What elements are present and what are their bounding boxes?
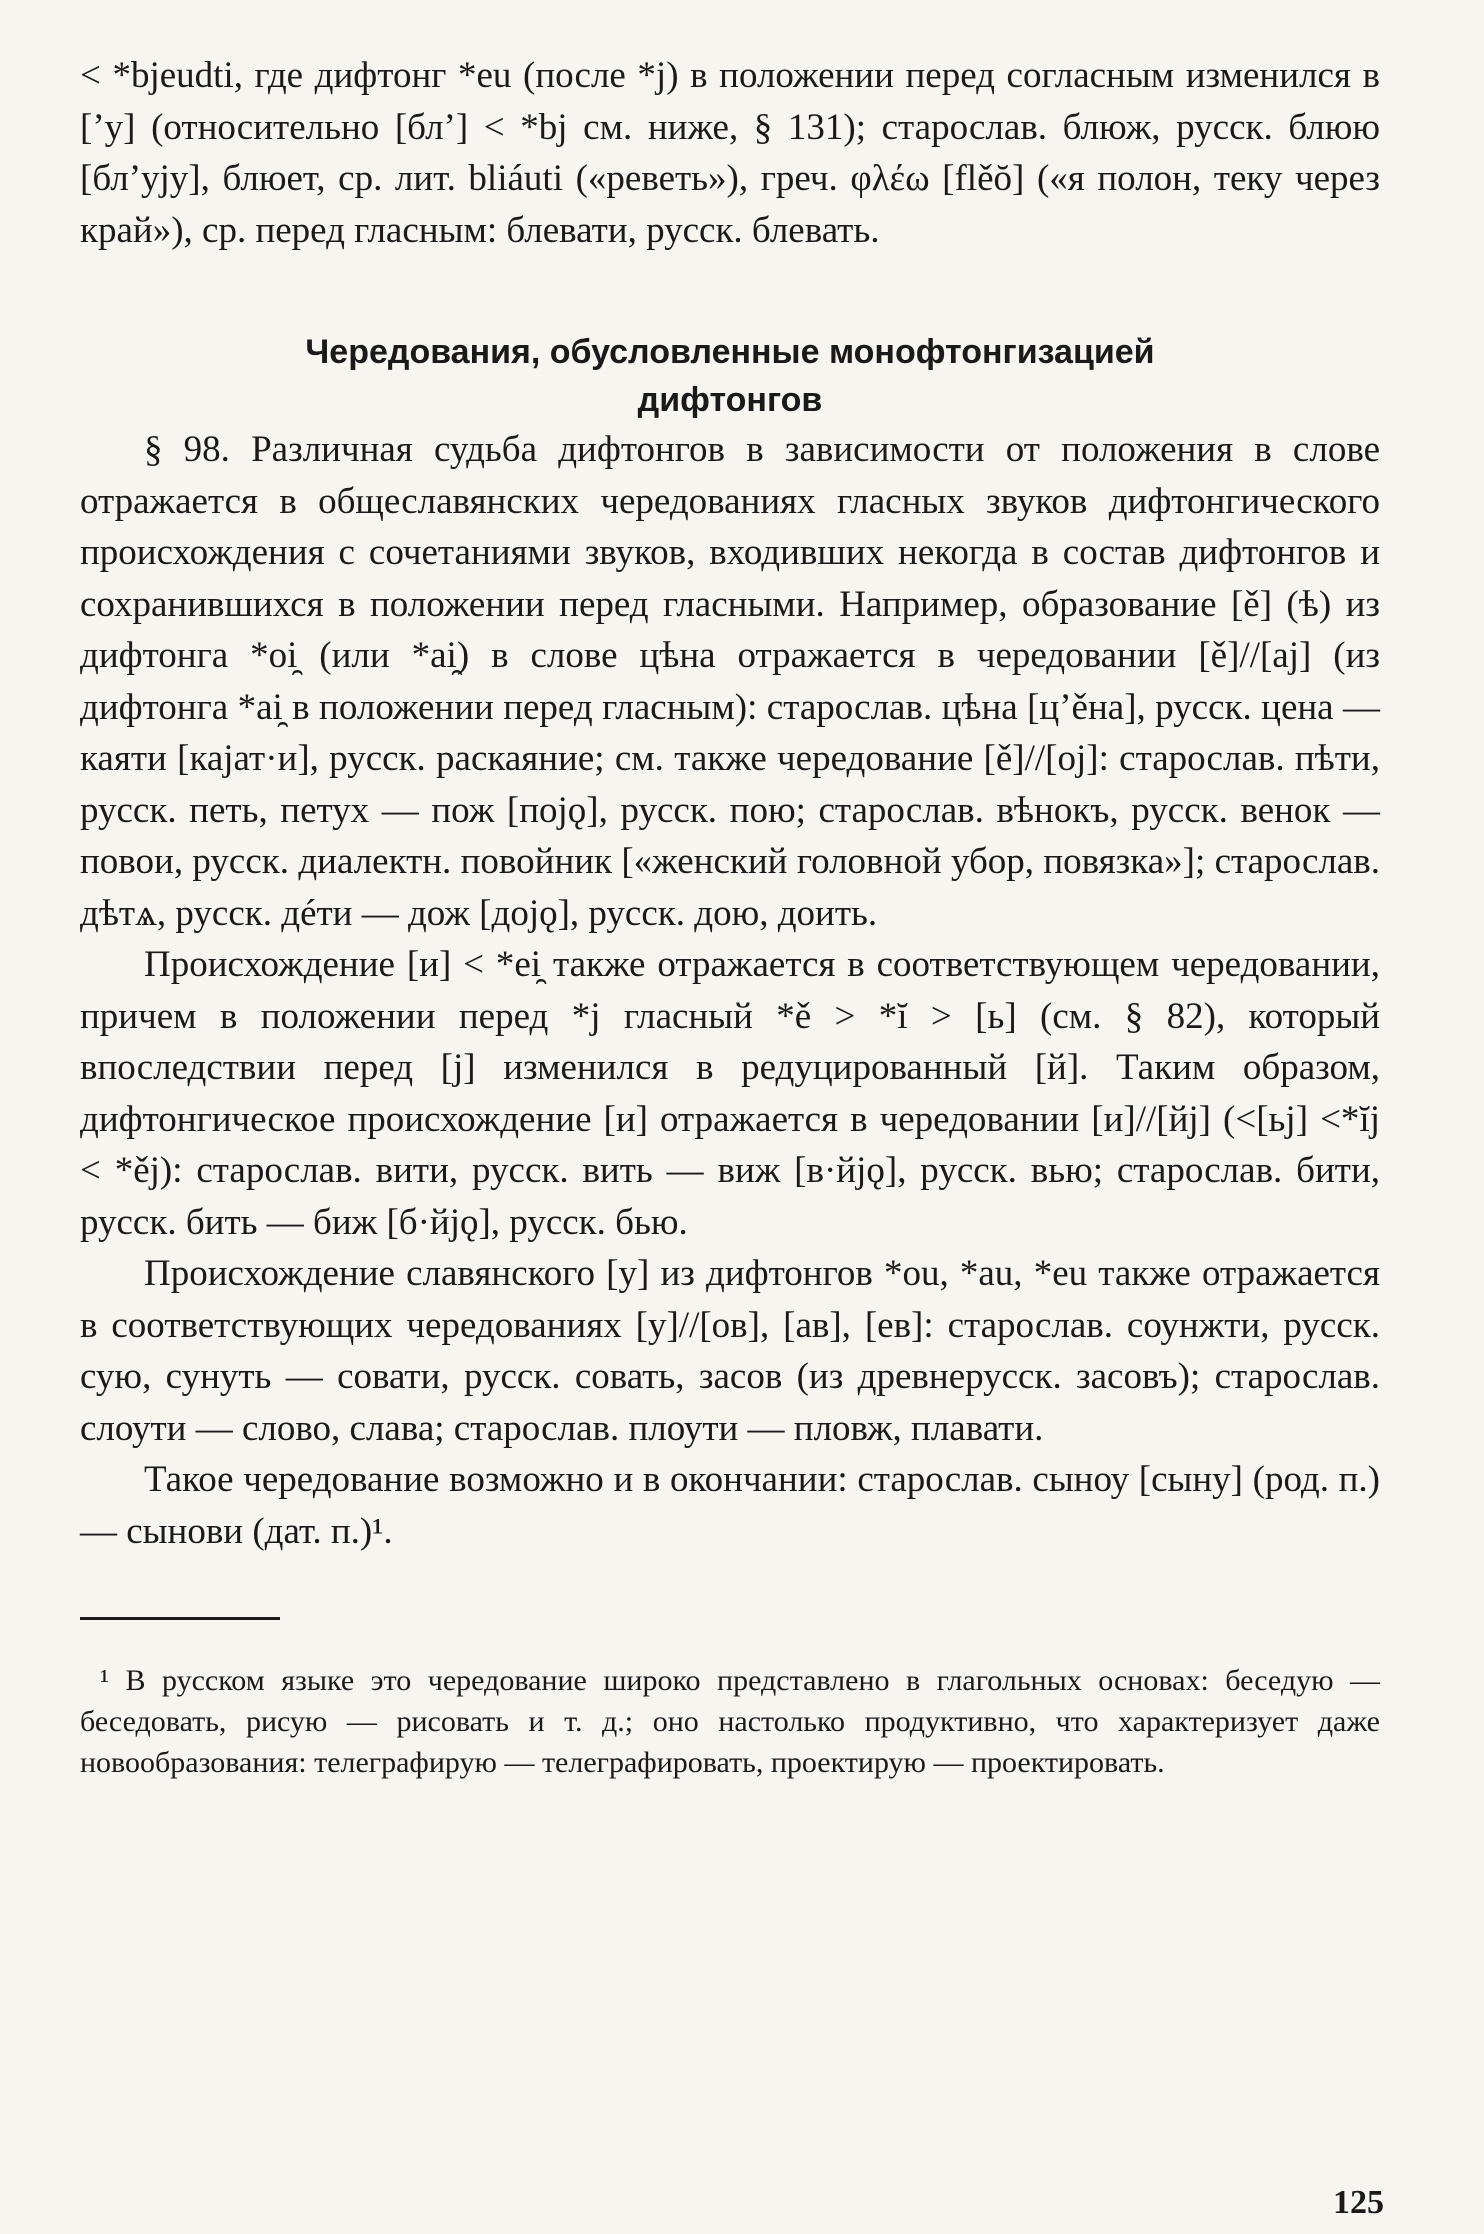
page-body	[80, 50, 1380, 1783]
footnote: ¹ В русском языке это чередование широко представлено в глагольных основах: беседую — беседовать, рисую — рисовать и т. д.; оно настолько продуктивно, что характеризует даже новообразования: телеграфирую — телеграфировать, проектирую — проектировать.	[80, 1664, 1380, 1779]
paragraph-ending: Такое чередование возможно и в окончании: старослав. сыноу [сыну] (род. п.) — сынови (дат. п.)¹.	[80, 1459, 1380, 1552]
section-98-paragraph: § 98. Различная судьба дифтонгов в зависимости от положения в слове отражается в общеславянских чередованиях гласных звуков дифтонгического происхождения с сочетаниями звуков, входивших некогда в состав дифтонгов и сохранившихся в положении перед гласными. Например, образование [ě] (ѣ) из дифтонга *oi̯ (или *ai̯) в слове цѣна отражается в чередовании [ě]//[aj] (из дифтонга *ai̯ в положении перед гласным): старослав. цѣна [ц’ěна], русск. цена — каяти [кајат·и], русск. раскаяние; см. также чередование [ě]//[oj]: старослав. пѣти, русск. петь, петух — пож [појǫ], русск. пою; старослав. вѣнокъ, русск. венок — повои, русск. диалектн. повойник [«женский головной убор, повязка»]; старослав. дѣтѧ, русск. дéти — дож [дојǫ], русск. дою, доить.	[80, 429, 1380, 934]
page-number: 125	[1333, 2184, 1384, 2221]
heading-line-1: Чередования, обусловленные монофтонгизацией	[305, 333, 1155, 371]
heading-line-2: дифтонгов	[637, 381, 823, 419]
paragraph-u-origin: Происхождение славянского [у] из дифтонгов *ou, *au, *eu также отражается в соответствующих чередованиях [у]//[ов], [ав], [ев]: старослав. соунжти, русск. сую, сунуть — совати, русск. совать, засов (из древнерусск. засовъ); старослав. слоути — слово, слава; старослав. плоути — пловж, плавати.	[80, 1253, 1380, 1449]
footnote-divider	[80, 1617, 280, 1620]
section-heading	[80, 328, 1380, 424]
paragraph-i-origin: Происхождение [и] < *ei̯ также отражается в соответствующем чередовании, причем в положении перед *j гласный *ě > *ĭ > [ь] (см. § 82), который впоследствии перед [j] изменился в редуцированный [й]. Таким образом, дифтонгическое происхождение [и] отражается в чередовании [и]//[йj] (<[ьj] <*ĭj < *ěj): старослав. вити, русск. вить — виж [в·йјǫ], русск. вью; старослав. бити, русск. бить — биж [б·йјǫ], русск. бью.	[80, 944, 1380, 1243]
intro-paragraph: < *bjeudti, где дифтонг *eu (после *j) в положении перед согласным изменился в [’у] (относительно [бл’] < *bj см. ниже, § 131); старослав. блюж, русск. блюю [бл’уjу], блюет, ср. лит. bliáuti («реветь»), греч. φλέω [flěŏ] («я полон, теку через край»), ср. перед гласным: блевати, русск. блевать.	[80, 55, 1380, 251]
